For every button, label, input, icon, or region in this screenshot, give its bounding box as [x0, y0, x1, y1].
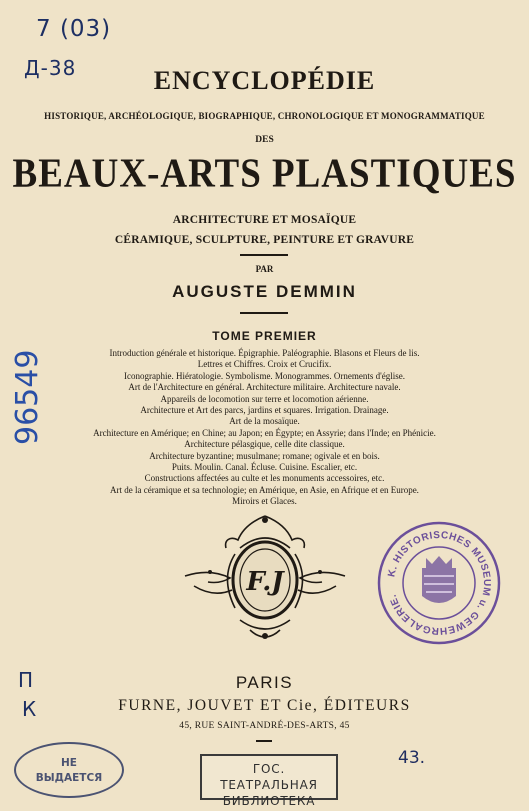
handwritten-page-number: 43. [398, 748, 426, 768]
contents-line: Architecture pélasgique, celle dite classique. [184, 439, 345, 450]
publisher-emblem [180, 508, 350, 648]
imprint-city: PARIS [235, 673, 294, 692]
contents-line: Architecture et Art des parcs, jardins et squares. Irrigation. Drainage. [140, 405, 389, 416]
subtitle-line2: CÉRAMIQUE, SCULPTURE, PEINTURE ET GRAVURE [114, 234, 415, 246]
stamp-line: НЕ [61, 757, 77, 769]
contents-line: Constructions affectées au culte et les monuments accessoires, etc. [144, 473, 385, 484]
contents-line: Architecture en Amérique; en Chine; au Japon; en Égypte; en Assyrie; dans l'Inde; en Phénicie. [93, 427, 436, 438]
inventory-number: 96549 [10, 349, 45, 445]
call-number-line1: 7 (03) [36, 16, 112, 42]
title-main: BEAUX-ARTS PLASTIQUES [12, 150, 517, 197]
museum-stamp-text: K. HISTORISCHES MUSEUM u. GEWEHRGALERIE. [386, 529, 493, 637]
not-issued-stamp [14, 742, 124, 798]
contents-line: Iconographie. Hiératologie. Symbolisme. Monogrammes. Ornements d'église. [123, 370, 406, 381]
contents-line: Art de la mosaïque. [229, 416, 300, 427]
by-label: PAR [255, 264, 274, 274]
imprint-publisher: FURNE, JOUVET ET Cie, ÉDITEURS [118, 697, 411, 714]
stamp-line: БИБЛИОТЕКА [222, 794, 316, 808]
contents-line: Introduction générale et historique. Épigraphie. Paléographie. Blasons et Fleurs de lis. [109, 348, 420, 358]
contents-line: Miroirs et Glaces. [232, 496, 297, 507]
contents-line: Art de la céramique et sa technologie; en Amérique, en Asie, en Afrique et en Europe. [110, 484, 419, 495]
library-stamp [200, 754, 338, 808]
title-encyclopedie: ENCYCLOPÉDIE [153, 66, 376, 95]
emblem-monogram: F.J [246, 567, 284, 597]
stamp-line: ВЫДАЕТСЯ [35, 772, 103, 784]
contents-line: Architecture byzantine; musulmane; romane; ogivale et en bois. [149, 450, 380, 461]
handwritten-letter-p: П [18, 668, 34, 692]
title-qualifiers: HISTORIQUE, ARCHÉOLOGIQUE, BIOGRAPHIQUE, CHRONOLOGIQUE ET MONOGRAMMATIQUE [44, 111, 485, 121]
contents-line: Lettres et Chiffres. Croix et Crucifix. [197, 359, 332, 370]
title-des: DES [255, 135, 274, 145]
call-number-line2: Д-38 [24, 56, 77, 80]
divider [240, 312, 288, 314]
author-name: AUGUSTE DEMMIN [172, 282, 357, 301]
contents-line: Appareils de locomotion sur terre et locomotion aérienne. [160, 393, 369, 404]
volume-label: TOME PREMIER [212, 329, 317, 343]
imprint-address: 45, RUE SAINT-ANDRÉ-DES-ARTS, 45 [179, 721, 350, 731]
museum-stamp [374, 518, 504, 648]
subtitle-line1: ARCHITECTURE ET MOSAÏQUE [172, 214, 357, 226]
divider [256, 740, 272, 742]
divider [240, 254, 288, 256]
contents-line: Puits. Moulin. Canal. Écluse. Cuisine. Escalier, etc. [171, 462, 358, 473]
volume-contents [0, 348, 529, 508]
handwritten-letter-k: К [22, 697, 37, 721]
contents-line: Art de l'Architecture en général. Architecture militaire. Architecture navale. [128, 382, 401, 393]
stamp-line: ГОС. ТЕАТРАЛЬНАЯ [220, 762, 318, 792]
